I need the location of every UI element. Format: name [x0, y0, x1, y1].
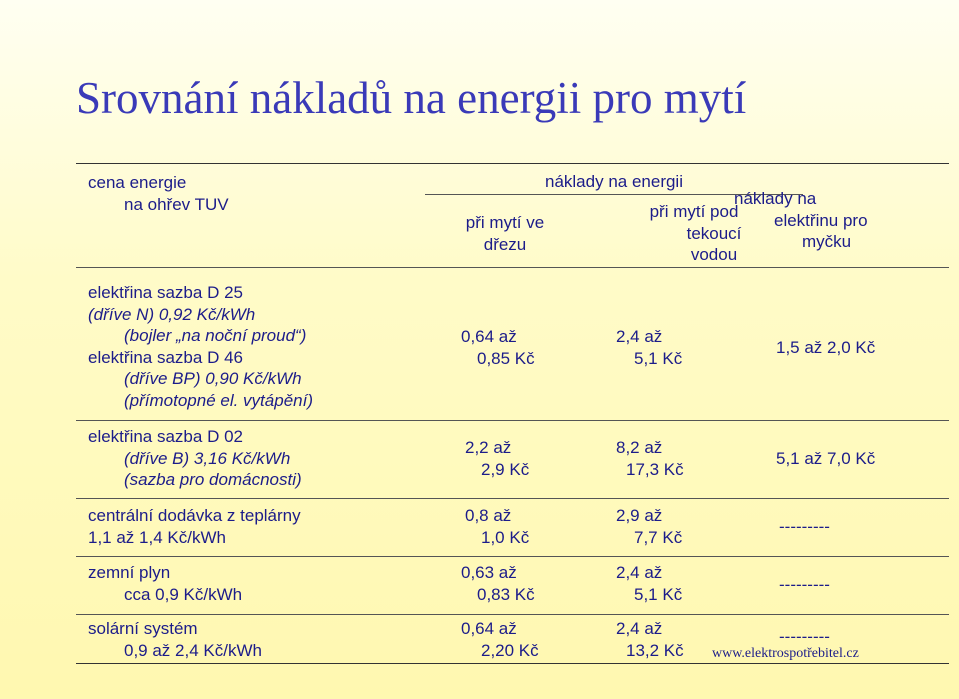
row-tap-cost: 8,2 až 17,3 Kč: [616, 438, 684, 479]
row-divider: [76, 614, 949, 615]
header-dishwasher-cost: náklady na elektřinu pro myčku: [734, 189, 868, 251]
row-divider: [76, 498, 949, 499]
row-sink-cost: 0,64 až 0,85 Kč: [461, 327, 535, 368]
cost-comparison-table: [76, 163, 949, 664]
header-energy-price: cena energie na ohřev TUV: [88, 173, 229, 214]
header-divider: [76, 267, 949, 268]
row-tap-cost: 2,9 až 7,7 Kč: [616, 506, 683, 547]
row-dishwasher-cost: ---------: [779, 517, 830, 536]
row-desc-solar-system: solární systém 0,9 až 2,4 Kč/kWh: [88, 619, 262, 660]
source-watermark: www.elektrospotřebitel.cz: [712, 646, 859, 661]
row-dishwasher-cost: 5,1 až 7,0 Kč: [776, 449, 876, 468]
row-desc-electricity-d25-d46: elektřina sazba D 25 (dříve N) 0,92 Kč/kWh (bojler „na noční proud“) elektřina sazba D 46 (dříve BP) 0,90 Kč/kWh (přímotopné el. vytápění): [88, 283, 313, 410]
row-sink-cost: 2,2 až 2,9 Kč: [465, 438, 530, 479]
header-energy-costs-group: náklady na energii: [545, 172, 683, 191]
row-divider: [76, 420, 949, 421]
row-sink-cost: 0,63 až 0,83 Kč: [461, 563, 535, 604]
row-dishwasher-cost: ---------: [779, 575, 830, 594]
row-divider: [76, 556, 949, 557]
row-desc-electricity-d02: elektřina sazba D 02 (dříve B) 3,16 Kč/kWh (sazba pro domácnosti): [88, 427, 302, 489]
row-desc-district-heating: centrální dodávka z teplárny 1,1 až 1,4 Kč/kWh: [88, 506, 301, 547]
header-sink-wash: při mytí ve dřezu: [465, 213, 545, 254]
row-dishwasher-cost: 1,5 až 2,0 Kč: [776, 338, 876, 357]
row-sink-cost: 0,8 až 1,0 Kč: [465, 506, 530, 547]
row-tap-cost: 2,4 až 5,1 Kč: [616, 563, 683, 604]
row-sink-cost: 0,64 až 2,20 Kč: [461, 619, 539, 660]
row-dishwasher-cost: ---------: [779, 627, 830, 646]
header-tap-wash: při mytí pod tekoucí vodou: [649, 202, 742, 264]
row-tap-cost: 2,4 až 13,2 Kč: [616, 619, 684, 660]
row-desc-natural-gas: zemní plyn cca 0,9 Kč/kWh: [88, 563, 243, 604]
row-tap-cost: 2,4 až 5,1 Kč: [616, 327, 683, 368]
page-title: Srovnání nákladů na energii pro mytí: [76, 73, 747, 123]
